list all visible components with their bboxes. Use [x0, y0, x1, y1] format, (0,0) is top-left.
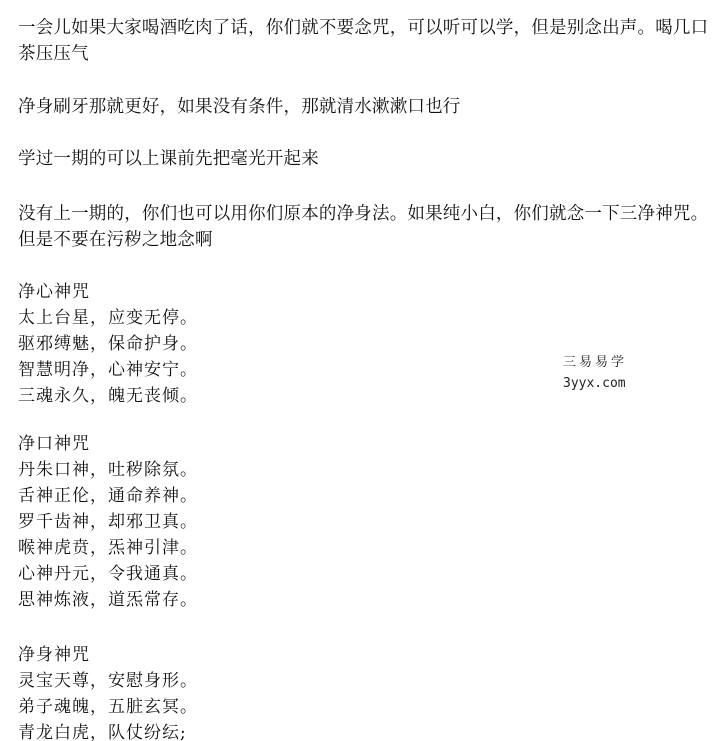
- verse-line: 心神丹元，令我通真。: [18, 564, 198, 584]
- verse-line: 太上台星，应变无停。: [18, 308, 198, 328]
- verse-line: 青龙白虎，队仗纷纭;: [18, 723, 187, 741]
- verse-line: 喉神虎贲，炁神引津。: [18, 538, 198, 558]
- paragraph-returning-students-note: 学过一期的可以上课前先把毫光开起来: [18, 149, 319, 169]
- verse-line: 智慧明净，心神安宁。: [18, 360, 198, 380]
- verse-line: 三魂永久，魄无丧倾。: [18, 386, 198, 406]
- paragraph-new-students-note: 没有上一期的，你们也可以用你们原本的净身法。如果纯小白，你们就念一下三净神咒。但是不要在污秽之地念啊: [18, 204, 709, 250]
- section-title: 净心神咒: [18, 282, 90, 302]
- section-jingshen-shenzhou: [18, 642, 468, 741]
- verse-line: 舌神正伦，通命养神。: [18, 486, 198, 506]
- section-jingxin-shenzhou: [18, 279, 468, 409]
- verse-line: 驱邪缚魅，保命护身。: [18, 334, 198, 354]
- paragraph-drinking-note: 一会儿如果大家喝酒吃肉了话，你们就不要念咒，可以听可以学，但是别念出声。喝几口茶压压气: [18, 18, 709, 64]
- section-title: 净口神咒: [18, 434, 90, 454]
- verse-line: 灵宝天尊，安慰身形。: [18, 671, 198, 691]
- paragraph-brushing-note: 净身刷牙那就更好，如果没有条件，那就清水漱漱口也行: [18, 97, 461, 117]
- section-title: 净身神咒: [18, 645, 90, 665]
- verse-line: 思神炼液，道炁常存。: [18, 590, 198, 610]
- site-watermark: [563, 352, 627, 394]
- watermark-site: 3yyx.com: [563, 376, 626, 391]
- watermark-name: 三易易学: [563, 355, 628, 370]
- verse-line: 弟子魂魄，五脏玄冥。: [18, 697, 198, 717]
- verse-line: 罗千齿神，却邪卫真。: [18, 512, 198, 532]
- verse-line: 丹朱口神，吐秽除氛。: [18, 460, 198, 480]
- section-jingkou-shenzhou: [18, 431, 468, 613]
